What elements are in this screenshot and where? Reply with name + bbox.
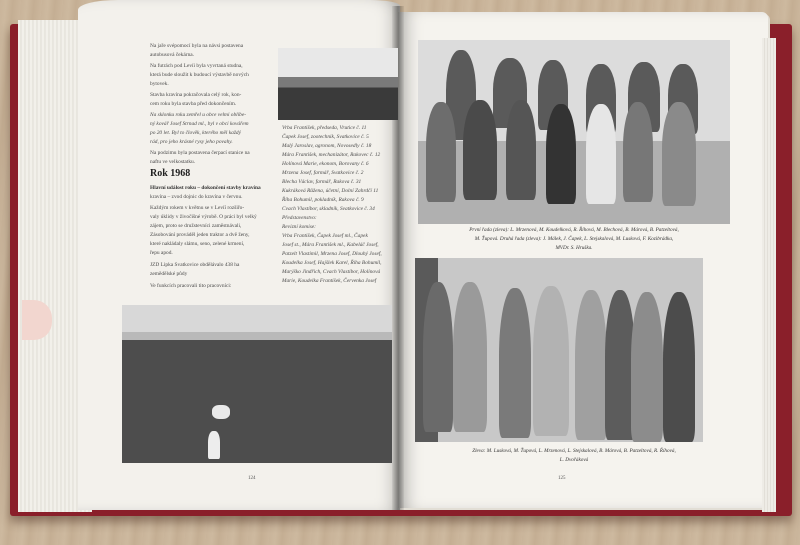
intro-text: Na jaře svépomocí byla na návsi postavena autobusová čekárna. Na futrách pod Levíi byla vyvrtaná studna, která bude sloužit k budoucí výstavbě nových bytovek. Stavba kravína pokračovala celý rok, kon- cem roku byla stavba před dokončením. Na sklonku roku zemřel u obce velmi oblíbe- ný kovář Josef Strnad ml., byl v obci kovářem po 20 let. Byl to člověk, kterého měl každý rád, pro jeho krásné rysy jeho povahy. Na podzimu byla postavena čerpací stanice na naftu ve velkostatku. (150, 43, 250, 165)
page-number-right: 125 (558, 476, 566, 481)
board-text: Představenstvo: Revizní komise: Vrba František, Čapek Josef ml., Čapek Josef st., Mára František ml., Kabeláč Josef, Patzelt Vlastimil, Mrzena Josef, Dlouhý Josef, Koudelka Josef, Hajšlek Karel, Říha Bohumil, Marýško Jindřich, Cvach Vlastibor, Holínová Marie, Koudelka František, Červenka Josef (282, 215, 382, 284)
photo-group-standing (415, 258, 703, 442)
photo-building (278, 48, 398, 120)
right-page-stack (762, 38, 776, 512)
photo-group-seated (418, 40, 730, 224)
caption-group-seated: První řada (zleva): L. Mrzenová, M. Koudelková, R. Říhová, M. Blechová, B. Márová, B. Patzeltová, M. Ťupová. Druhá řada (zleva): J. Málek, J. Čapek, L. Stejskalová, M. Lusková, F. Kozibrádka, MVDr. S. Hruška. (469, 227, 679, 251)
event-text: Hlavní událost roku – dokončení stavby kravína kravína – zvod dojnic do kravína v červnu. Každým rokem v květnu se v Levíí rozšiřo- valy úklidy v živočišné výrobě. O práci byl velký zájem, proto se družstevníci zaměstnávali, Zásobování prováděl jeden traktor a dvě ženy, které nakládaly slámu, seno, zelené krmení, řepu apod. JZD Lipka Svatkovice obdělávalo 438 ha zemědělské půdy Ve funkcích pracovali tito pracovníci: (150, 185, 261, 289)
caption-group-standing: Zleva: M. Lusková, M. Ťupová, L. Mrzenová, L. Stejskalová, B. Márová, B. Patzeltová, R. Říhová, L. Dvořáková (472, 448, 676, 463)
year-heading: Rok 1968 (150, 168, 191, 179)
page-number-left: 124 (248, 476, 256, 481)
staff-list: Vrba František, předseda, Vrutice č. 11 Čapek Josef, zootechnik, Svatkovice č. 5 Malý Jaroslav, agronom, Novosedly č. 18 Mára František, mechanizátor, Rakovec č. 12 Holínová Marie, ekonom, Borovany č. 6 Mrzena Josef, farmář, Svatkovice č. 2 Blecha Václav, farmář, Rakova č. 31 Kukráková Růžena, účetní, Dolní Zahrdčí 11 Říha Bohumil, pokladník, Rakova č. 9 Cvach Vlastibor, skladník, Svatkovice č. 34 (282, 125, 381, 212)
photo-farm-field (122, 305, 392, 463)
